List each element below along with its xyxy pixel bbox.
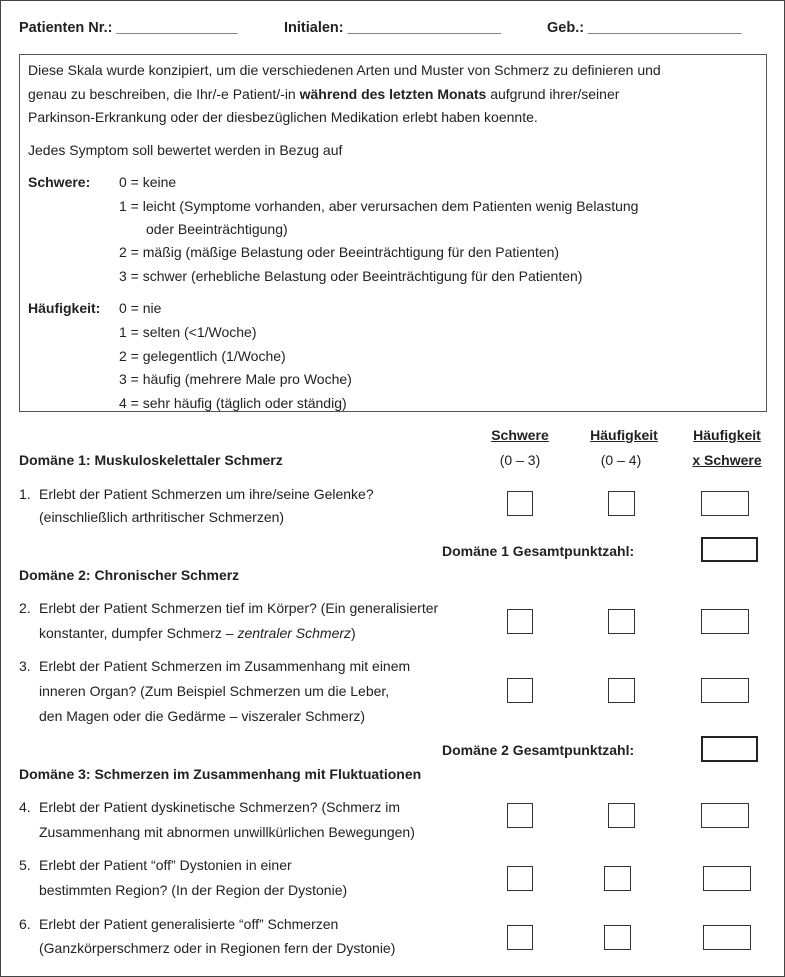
product-column-header: Häufigkeit — [693, 427, 761, 443]
item-3-line-2: inneren Organ? (Zum Beispiel Schmerzen um die Leber, — [39, 683, 390, 699]
item-4-severity-box[interactable] — [507, 803, 533, 828]
item-1-product-box[interactable] — [701, 491, 749, 516]
severity-item: 1 = leicht (Symptome vorhanden, aber verursachen dem Patienten wenig Belastung — [119, 198, 639, 214]
item-2-line-2-end: ) — [351, 625, 356, 641]
item-2-frequency-box[interactable] — [608, 609, 635, 634]
item-6-frequency-box[interactable] — [604, 925, 631, 950]
item-5-product-box[interactable] — [703, 866, 751, 891]
item-1-line-1: Erlebt der Patient Schmerzen um ihre/seine Gelenke? — [39, 486, 374, 502]
item-3-frequency-box[interactable] — [608, 678, 635, 703]
intro-line-2-text: genau zu beschreiben, die Ihr/-e Patient/-in — [28, 86, 300, 102]
severity-item: 3 = schwer (erhebliche Belastung oder Beeinträchtigung für den Patienten) — [119, 268, 583, 284]
domain-3-title: Domäne 3: Schmerzen im Zusammenhang mit Fluktuationen — [19, 766, 422, 782]
item-5-line-1: Erlebt der Patient “off” Dystonien in einer — [39, 857, 292, 873]
domain-2-title: Domäne 2: Chronischer Schmerz — [19, 567, 240, 583]
item-1-line-2: (einschließlich arthritischer Schmerzen) — [39, 509, 285, 525]
item-6-severity-box[interactable] — [507, 925, 533, 950]
item-2-product-box[interactable] — [701, 609, 749, 634]
item-2-line-2-text: konstanter, dumpfer Schmerz – — [39, 625, 238, 641]
date-of-birth-field[interactable]: Geb.: ___________________ — [547, 20, 742, 36]
item-1-severity-box[interactable] — [507, 491, 533, 516]
item-3-severity-box[interactable] — [507, 678, 533, 703]
severity-item: 2 = mäßig (mäßige Belastung oder Beeinträchtigung für den Patienten) — [119, 244, 560, 260]
item-3-line-1: Erlebt der Patient Schmerzen im Zusammenhang mit einem — [39, 658, 411, 674]
item-1-frequency-box[interactable] — [608, 491, 635, 516]
item-6-line-2: (Ganzkörperschmerz oder in Regionen fern der Dystonie) — [39, 940, 396, 956]
intro-line-3: Parkinson-Erkrankung oder der diesbezüglichen Medikation erlebt haben koennte. — [28, 109, 538, 125]
item-3-number: 3. — [19, 658, 31, 674]
severity-item: 0 = keine — [119, 174, 177, 190]
product-column-subheader: x Schwere — [692, 452, 762, 468]
severity-column-header: Schwere — [491, 427, 549, 443]
item-2-severity-box[interactable] — [507, 609, 533, 634]
item-5-line-2: bestimmten Region? (In der Region der Dystonie) — [39, 882, 348, 898]
patient-number-field[interactable]: Patienten Nr.: _______________ — [19, 20, 238, 36]
intro-line-2-rest: aufgrund ihrer/seiner — [486, 86, 620, 102]
domain-2-total-box[interactable] — [701, 736, 758, 762]
domain-1-title: Domäne 1: Muskuloskelettaler Schmerz — [19, 452, 283, 468]
frequency-item: 1 = selten (<1/Woche) — [119, 324, 257, 340]
frequency-item: 4 = sehr häufig (täglich oder ständig) — [119, 395, 347, 411]
domain-2-total-label: Domäne 2 Gesamtpunktzahl: — [442, 742, 635, 758]
item-3-product-box[interactable] — [701, 678, 749, 703]
frequency-item: 3 = häufig (mehrere Male pro Woche) — [119, 371, 352, 387]
initials-field[interactable]: Initialen: ___________________ — [284, 20, 501, 36]
item-2-line-1: Erlebt der Patient Schmerzen tief im Körper? (Ein generalisierter — [39, 600, 439, 616]
domain-1-total-box[interactable] — [701, 537, 758, 562]
item-4-number: 4. — [19, 799, 31, 815]
item-4-line-1: Erlebt der Patient dyskinetische Schmerzen? (Schmerz im — [39, 799, 401, 815]
intro-line-2-bold: während des letzten Monats — [299, 86, 487, 102]
intro-line-2 — [28, 85, 619, 103]
severity-label: Schwere: — [28, 174, 91, 190]
frequency-range: (0 – 4) — [600, 452, 642, 468]
item-3-line-3: den Magen oder die Gedärme – viszeraler Schmerz) — [39, 708, 366, 724]
item-6-product-box[interactable] — [703, 925, 751, 950]
item-2-number: 2. — [19, 600, 31, 616]
severity-range: (0 – 3) — [499, 452, 541, 468]
domain-1-total-label: Domäne 1 Gesamtpunktzahl: — [442, 543, 635, 559]
item-2-line-2-italic: zentraler Schmerz — [237, 625, 352, 641]
item-1-number: 1. — [19, 486, 31, 502]
item-5-frequency-box[interactable] — [604, 866, 631, 891]
item-4-product-box[interactable] — [701, 803, 749, 828]
item-5-number: 5. — [19, 857, 31, 873]
frequency-item: 0 = nie — [119, 300, 162, 316]
intro-line-1: Diese Skala wurde konzipiert, um die verschiedenen Arten und Muster von Schmerz zu definieren und — [28, 62, 661, 78]
frequency-label: Häufigkeit: — [28, 300, 101, 316]
scale-description-box — [19, 54, 767, 412]
severity-item-continuation: oder Beeinträchtigung) — [146, 221, 288, 237]
frequency-column-header: Häufigkeit — [590, 427, 658, 443]
item-2-line-2 — [39, 624, 356, 642]
item-4-line-2: Zusammenhang mit abnormen unwillkürlichen Bewegungen) — [39, 824, 415, 840]
frequency-item: 2 = gelegentlich (1/Woche) — [119, 348, 286, 364]
item-5-severity-box[interactable] — [507, 866, 533, 891]
item-6-line-1: Erlebt der Patient generalisierte “off” Schmerzen — [39, 916, 339, 932]
item-6-number: 6. — [19, 916, 31, 932]
item-4-frequency-box[interactable] — [608, 803, 635, 828]
rating-intro: Jedes Symptom soll bewertet werden in Bezug auf — [28, 142, 343, 158]
